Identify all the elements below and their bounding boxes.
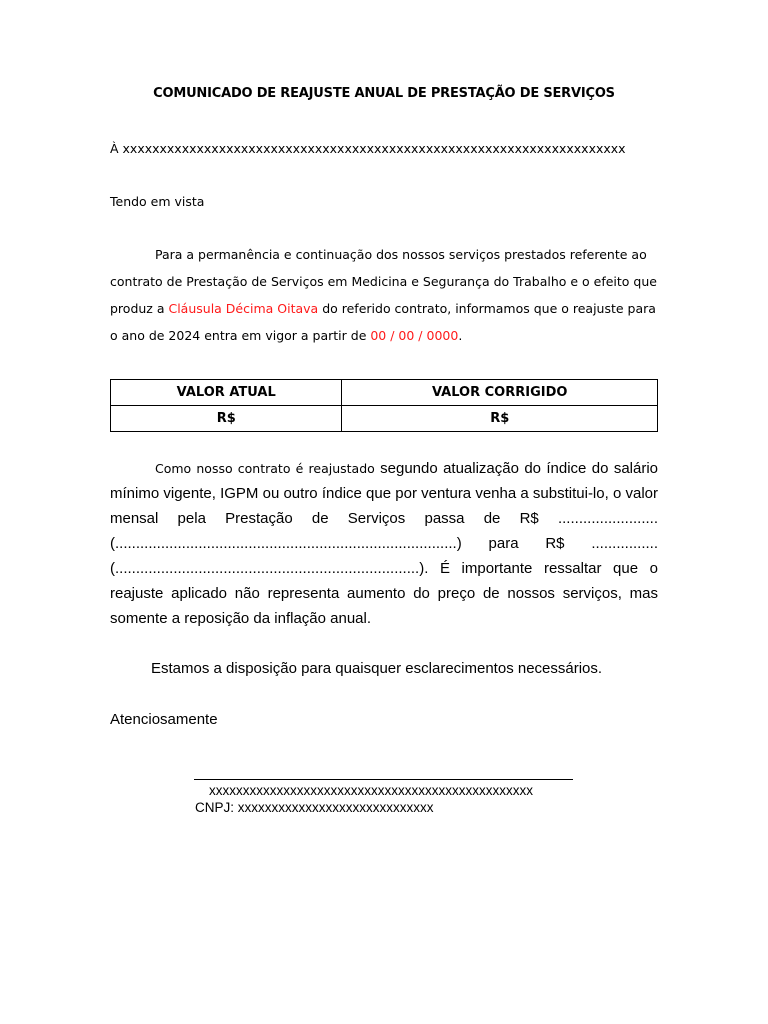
header-corrected-value: VALOR CORRIGIDO (342, 380, 658, 406)
document-title: COMUNICADO DE REAJUSTE ANUAL DE PRESTAÇÃO DE SERVIÇOS (153, 86, 615, 101)
table-header-row (111, 380, 658, 406)
paragraph-1-line-2: contrato de Prestação de Serviços em Medicina e Segurança do Trabalho e o efeito que (110, 274, 657, 289)
paragraph-2-lead: Como nosso contrato é reajustado (155, 461, 375, 476)
cell-current-value: R$ (111, 406, 342, 432)
cell-corrected-value: R$ (342, 406, 658, 432)
line-3-suffix: do referido contrato, informamos que o reajuste para (318, 301, 656, 316)
paragraph-1-line-1: Para a permanência e continuação dos nossos serviços prestados referente ao (155, 247, 647, 262)
recipient-line: À xxxxxxxxxxxxxxxxxxxxxxxxxxxxxxxxxxxxxxxxxxxxxxxxxxxxxxxxxxxxxxxxxxxx (110, 141, 626, 156)
header-current-value: VALOR ATUAL (111, 380, 342, 406)
paragraph-2 (110, 456, 658, 631)
availability-text: Estamos a disposição para quaisquer esclarecimentos necessários. (151, 660, 603, 677)
table-row (111, 406, 658, 432)
signature-line (194, 779, 573, 780)
intro-text: Tendo em vista (110, 194, 205, 209)
effective-date: 00 / 00 / 0000 (370, 328, 459, 343)
signature-cnpj: CNPJ: xxxxxxxxxxxxxxxxxxxxxxxxxxxxx (195, 800, 434, 815)
values-table (110, 379, 658, 432)
closing-text: Atenciosamente (110, 711, 218, 728)
paragraph-1-line-4 (110, 328, 658, 343)
signature-name: xxxxxxxxxxxxxxxxxxxxxxxxxxxxxxxxxxxxxxxxxxxxxxxx (209, 783, 533, 798)
line-3-prefix: produz a (110, 301, 169, 316)
clause-reference: Cláusula Décima Oitava (168, 301, 319, 316)
line-4-prefix: o ano de 2024 entra em vigor a partir de (110, 328, 371, 343)
line-4-suffix: . (458, 328, 463, 343)
paragraph-2-body: segundo atualização do índice do salário mínimo vigente, IGPM ou outro índice que por ventura venha a substitui-lo, o valor mensal pela Prestação de Serviços passa de R$ ........................ (..................................................................................) para R$ ................ (.........................................................................). É importante ressaltar que o reajuste aplicado não representa aumento do preço de nossos serviços, mas somente a reposição da inflação anual. (110, 460, 658, 627)
paragraph-1-line-3 (110, 301, 658, 316)
